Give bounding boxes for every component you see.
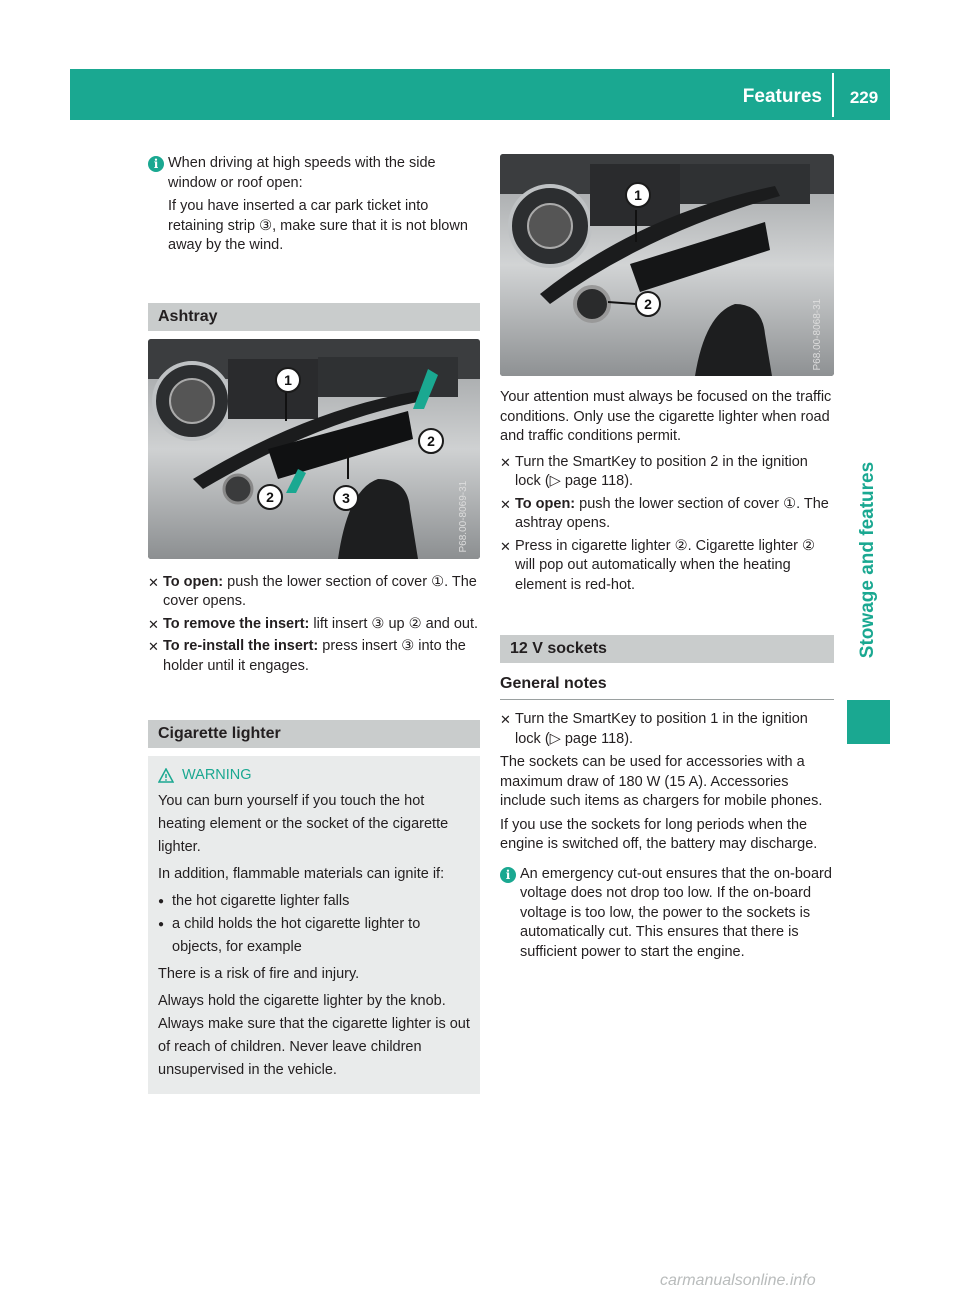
watermark: carmanualsonline.info xyxy=(660,1272,816,1289)
callout-1: 1 xyxy=(625,182,651,208)
warning-text: Always hold the cigarette lighter by the knob. Always make sure that the cigarette lighter is out of reach of children. Never leave children unsupervised in the vehicle. xyxy=(158,992,470,1078)
step-item: ✕ Press in cigarette lighter ②. Cigarette lighter ② will pop out automatically when the heating element is red-hot. xyxy=(500,537,834,596)
page-section-title: Features xyxy=(742,86,822,107)
section-heading-sockets: 12 V sockets xyxy=(500,635,834,663)
step-arrow-icon: ✕ xyxy=(148,639,159,654)
info-note-line: If you have inserted a car park ticket into retaining strip ③, make sure that it is not blown away by the wind. xyxy=(168,198,468,253)
warning-bullet: ● the hot cigarette lighter falls xyxy=(158,890,470,913)
bullet-icon: ● xyxy=(158,895,165,907)
side-tab-block xyxy=(847,700,890,744)
step-arrow-icon: ✕ xyxy=(148,616,159,632)
callout-3: 3 xyxy=(333,485,359,511)
figure-code: P68.00-8068-31 xyxy=(812,298,824,370)
step-arrow-icon: ✕ xyxy=(500,538,511,554)
step-item: ✕ Turn the SmartKey to position 2 in the ignition lock (▷ page 118). xyxy=(500,453,834,492)
ashtray-figure xyxy=(148,339,480,559)
warning-text: In addition, flammable materials can ignite if: xyxy=(158,865,445,882)
step-item: ✕ To remove the insert: lift insert ③ up ② and out. xyxy=(148,615,480,635)
cigarette-lighter-figure xyxy=(500,154,834,376)
cigarette-lighter-illustration xyxy=(500,154,834,376)
section-heading-cigarette-lighter: Cigarette lighter xyxy=(148,720,480,748)
warning-bullet: ● a child holds the hot cigarette lighter to objects, for example xyxy=(158,913,470,959)
warning-text: There is a risk of fire and injury. xyxy=(158,965,360,982)
step-item: ✕ To open: push the lower section of cover ①. The cover opens. xyxy=(148,573,480,612)
bullet-icon: ● xyxy=(158,918,165,930)
body-text: If you use the sockets for long periods when the engine is switched off, the battery may discharge. xyxy=(500,816,818,852)
callout-2: 2 xyxy=(418,428,444,454)
info-note: i An emergency cut-out ensures that the on-board voltage does not drop too low. If the on-board voltage is too low, the power to the sockets is automatically cut. This ensures that there is sufficient power to start the engine. xyxy=(500,865,834,963)
side-tab-label: Stowage and features xyxy=(857,461,878,659)
step-arrow-icon: ✕ xyxy=(500,712,511,727)
section-heading-ashtray: Ashtray xyxy=(148,303,480,331)
warning-text: You can burn yourself if you touch the hot heating element or the socket of the cigarette lighter. xyxy=(158,792,449,855)
info-icon: i xyxy=(148,156,164,172)
header-divider xyxy=(832,73,834,117)
warning-triangle-icon xyxy=(158,768,174,784)
info-icon: i xyxy=(500,867,516,883)
figure-code: P68.00-8069-31 xyxy=(458,480,470,553)
page-number: 229 xyxy=(849,88,879,107)
left-column xyxy=(148,154,480,1094)
callout-1: 1 xyxy=(275,367,301,393)
info-note-line: When driving at high speeds with the side window or roof open: xyxy=(168,155,436,191)
subheading-general-notes: General notes xyxy=(500,673,834,700)
step-arrow-icon: ✕ xyxy=(148,574,159,590)
step-arrow-icon: ✕ xyxy=(500,454,511,470)
warning-title: WARNING xyxy=(182,767,252,783)
step-arrow-icon: ✕ xyxy=(500,496,511,512)
callout-2: 2 xyxy=(257,484,283,510)
warning-box xyxy=(148,756,480,1094)
right-column xyxy=(500,154,834,962)
step-item: ✕ To re-install the insert: press insert ③ into the holder until it engages. xyxy=(148,637,480,676)
step-item: ✕ To open: push the lower section of cover ①. The ashtray opens. xyxy=(500,495,834,534)
callout-2: 2 xyxy=(635,291,661,317)
intro-text: Your attention must always be focused on the traffic conditions. Only use the cigarette lighter when road and traffic conditions permit. xyxy=(500,389,832,444)
step-item: ✕ Turn the SmartKey to position 1 in the ignition lock (▷ page 118). xyxy=(500,710,834,749)
body-text: The sockets can be used for accessories with a maximum draw of 180 W (15 A). Accessories include such items as chargers for mobile phones. xyxy=(500,754,823,809)
info-note xyxy=(148,154,480,256)
